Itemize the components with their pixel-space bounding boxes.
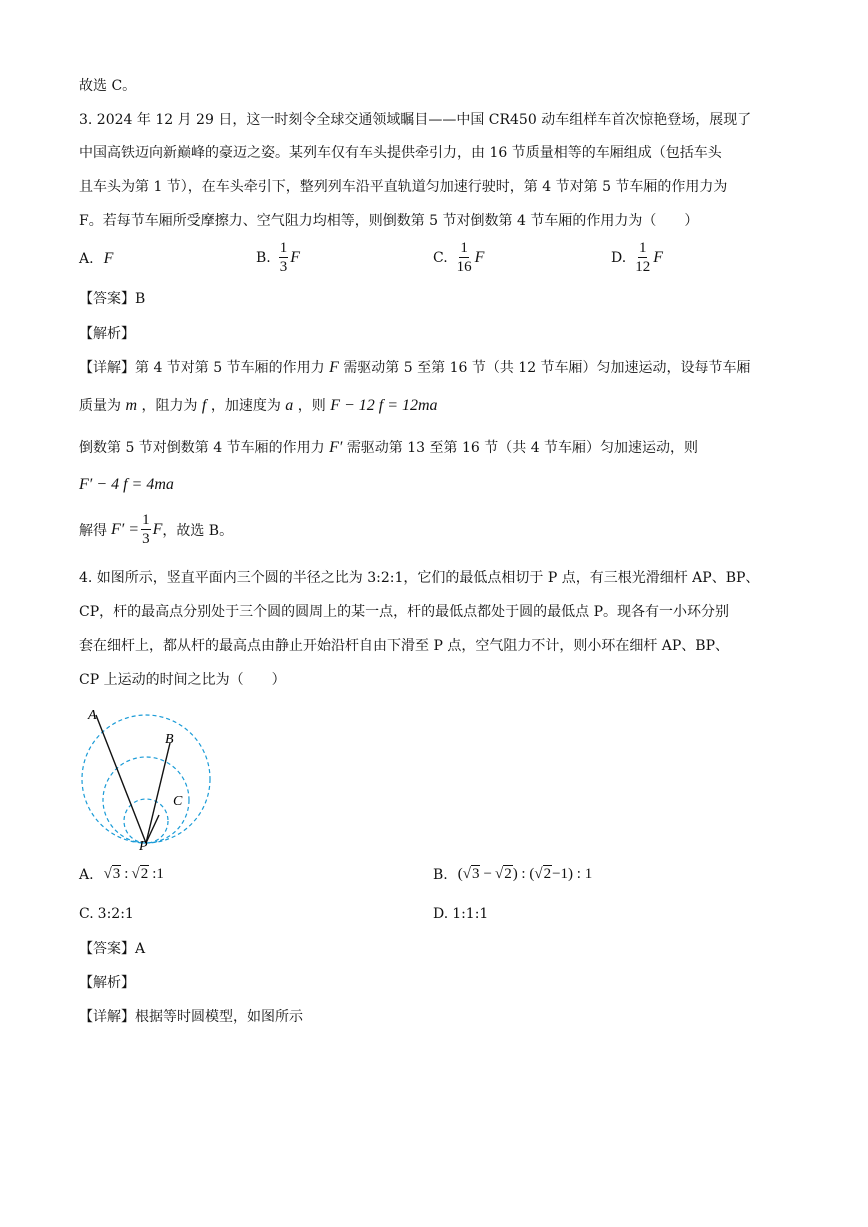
option-letter: D. bbox=[433, 906, 449, 922]
radicand: 3 bbox=[112, 866, 121, 882]
equation-1: F − 12 f = 12ma bbox=[330, 397, 438, 414]
q4-option-a[interactable] bbox=[79, 866, 164, 883]
denominator: 3 bbox=[142, 531, 150, 547]
text: ，阻力为 bbox=[141, 398, 198, 414]
q3-detail-line-2 bbox=[79, 397, 438, 415]
option-value: 3:2:1 bbox=[97, 906, 134, 922]
label-b: B bbox=[165, 732, 174, 747]
numerator: 1 bbox=[638, 240, 647, 256]
q3-equation-2 bbox=[79, 476, 174, 494]
numerator: 1 bbox=[142, 512, 150, 528]
q3-option-a[interactable] bbox=[79, 250, 113, 268]
denominator: 12 bbox=[635, 259, 651, 275]
q3-stem-line-4: F。若每节车厢所受摩擦力、空气阻力均相等，则倒数第 5 节对倒数第 4 节车厢的作用力为（ ） bbox=[79, 213, 699, 229]
q3-option-c[interactable] bbox=[433, 240, 484, 275]
rod-cp bbox=[146, 815, 159, 843]
option-letter: B. bbox=[256, 249, 271, 266]
radicand: 2 bbox=[140, 866, 149, 882]
solution-variable: F bbox=[152, 520, 163, 538]
q3-detail-line-1 bbox=[79, 359, 751, 377]
rod-ap bbox=[96, 715, 146, 843]
ratio-sep: : bbox=[124, 866, 129, 882]
option-value: 1:1:1 bbox=[452, 906, 489, 922]
acceleration-symbol: a bbox=[285, 397, 294, 414]
force-symbol: F bbox=[329, 359, 339, 376]
text: 倒数第 5 节对倒数第 4 节车厢的作用力 bbox=[79, 440, 325, 456]
option-letter: A. bbox=[79, 866, 94, 883]
text: 【详解】第 4 节对第 5 节车厢的作用力 bbox=[79, 360, 325, 376]
option-letter: C. bbox=[79, 906, 94, 922]
equation-2: F′ − 4 f = 4ma bbox=[79, 476, 174, 493]
sqrt-2: √2 bbox=[131, 866, 149, 882]
option-variable: F bbox=[653, 248, 663, 266]
q3-answer: 【答案】B bbox=[79, 291, 146, 307]
q4-stem-line-1: 4. 如图所示，竖直平面内三个圆的半径之比为 3:2:1，它们的最低点相切于 P 点，有三根光滑细杆 AP、BP、 bbox=[79, 570, 760, 586]
ratio-tail: :1 bbox=[152, 866, 164, 882]
text: 质量为 bbox=[79, 398, 121, 414]
small-circle bbox=[124, 799, 168, 843]
numerator: 1 bbox=[279, 240, 288, 256]
minus: − bbox=[483, 866, 492, 882]
denominator: 3 bbox=[279, 259, 288, 275]
q4-option-c[interactable] bbox=[79, 906, 134, 922]
fraction bbox=[456, 240, 473, 275]
q4-stem-line-4: CP 上运动的时间之比为（ ） bbox=[79, 672, 286, 688]
option-variable: F bbox=[474, 248, 485, 266]
numerator: 1 bbox=[460, 240, 468, 256]
sqrt-3: √3 bbox=[462, 866, 480, 882]
q3-solution bbox=[79, 512, 233, 547]
label-p: P bbox=[139, 839, 148, 853]
q4-analysis-heading: 【解析】 bbox=[79, 975, 135, 991]
q3-stem-line-3: 且车头为第 1 节），在车头牵引下，整列列车沿平直轨道匀加速行驶时，第 4 节对第 5 节车厢的作用力为 bbox=[79, 179, 728, 195]
q4-detail: 【详解】根据等时圆模型，如图所示 bbox=[79, 1009, 303, 1025]
text: 需驱动第 13 至第 16 节（共 4 节车厢）匀加速运动，则 bbox=[346, 440, 699, 456]
q4-stem-line-3: 套在细杆上，都从杆的最高点由静止开始沿杆自由下滑至 P 点，空气阻力不计，则小环在细杆 AP、BP、 bbox=[79, 638, 730, 654]
sqrt-3: √3 bbox=[103, 866, 121, 882]
circles-figure bbox=[72, 703, 222, 853]
paren-open: ( bbox=[457, 866, 463, 882]
q3-stem-line-1: 3. 2024 年 12 月 29 日，这一时刻令全球交通领域瞩目——中国 CR450 动车组样车首次惊艳登场，展现了 bbox=[79, 112, 752, 128]
text: ，加速度为 bbox=[210, 398, 281, 414]
fraction bbox=[634, 240, 651, 275]
q4-answer: 【答案】A bbox=[79, 941, 146, 957]
q4-option-d[interactable] bbox=[433, 906, 488, 922]
previous-conclusion: 故选 C。 bbox=[79, 78, 137, 94]
q4-option-b[interactable] bbox=[433, 866, 592, 883]
fraction bbox=[279, 240, 289, 275]
text: 解得 bbox=[79, 522, 107, 539]
fraction bbox=[141, 512, 151, 547]
text: ，则 bbox=[297, 398, 326, 414]
q4-stem-line-2: CP，杆的最高点分别处于三个圆的圆周上的某一点，杆的最低点都处于圆的最低点 P。现各有一小环分别 bbox=[79, 604, 729, 620]
option-letter: A. bbox=[79, 251, 94, 267]
ratio-tail: −1) : 1 bbox=[552, 866, 593, 882]
q3-analysis-heading: 【解析】 bbox=[79, 326, 135, 342]
option-value: F bbox=[103, 250, 114, 267]
option-variable: F bbox=[290, 248, 301, 266]
q3-option-b[interactable] bbox=[256, 240, 300, 275]
solution-lhs: F′ = bbox=[111, 520, 140, 538]
option-letter: D. bbox=[611, 249, 627, 266]
sqrt-2: √2 bbox=[494, 866, 512, 882]
mass-symbol: m bbox=[125, 397, 138, 414]
force-prime-symbol: F′ bbox=[329, 439, 343, 456]
option-letter: C. bbox=[433, 249, 448, 266]
q3-option-d[interactable] bbox=[611, 240, 663, 275]
q3-stem-line-2: 中国高铁迈向新巅峰的豪迈之姿。某列车仅有车头提供牵引力，由 16 节质量相等的车厢组成（包括车头 bbox=[79, 145, 722, 161]
ratio-mid: ) : ( bbox=[512, 866, 535, 882]
sqrt-2: √2 bbox=[534, 866, 552, 882]
radicand: 3 bbox=[471, 866, 480, 882]
text: ，故选 B。 bbox=[162, 522, 234, 539]
option-letter: B. bbox=[433, 866, 448, 883]
text: 需驱动第 5 至第 16 节（共 12 节车厢）匀加速运动，设每节车厢 bbox=[343, 360, 751, 376]
radicand: 2 bbox=[504, 866, 512, 882]
denominator: 16 bbox=[456, 259, 472, 275]
large-circle bbox=[82, 715, 210, 843]
friction-symbol: f bbox=[201, 397, 207, 414]
label-a: A bbox=[88, 708, 97, 723]
q3-detail-line-3 bbox=[79, 439, 698, 457]
radicand: 2 bbox=[543, 866, 552, 882]
label-c: C bbox=[173, 794, 183, 809]
